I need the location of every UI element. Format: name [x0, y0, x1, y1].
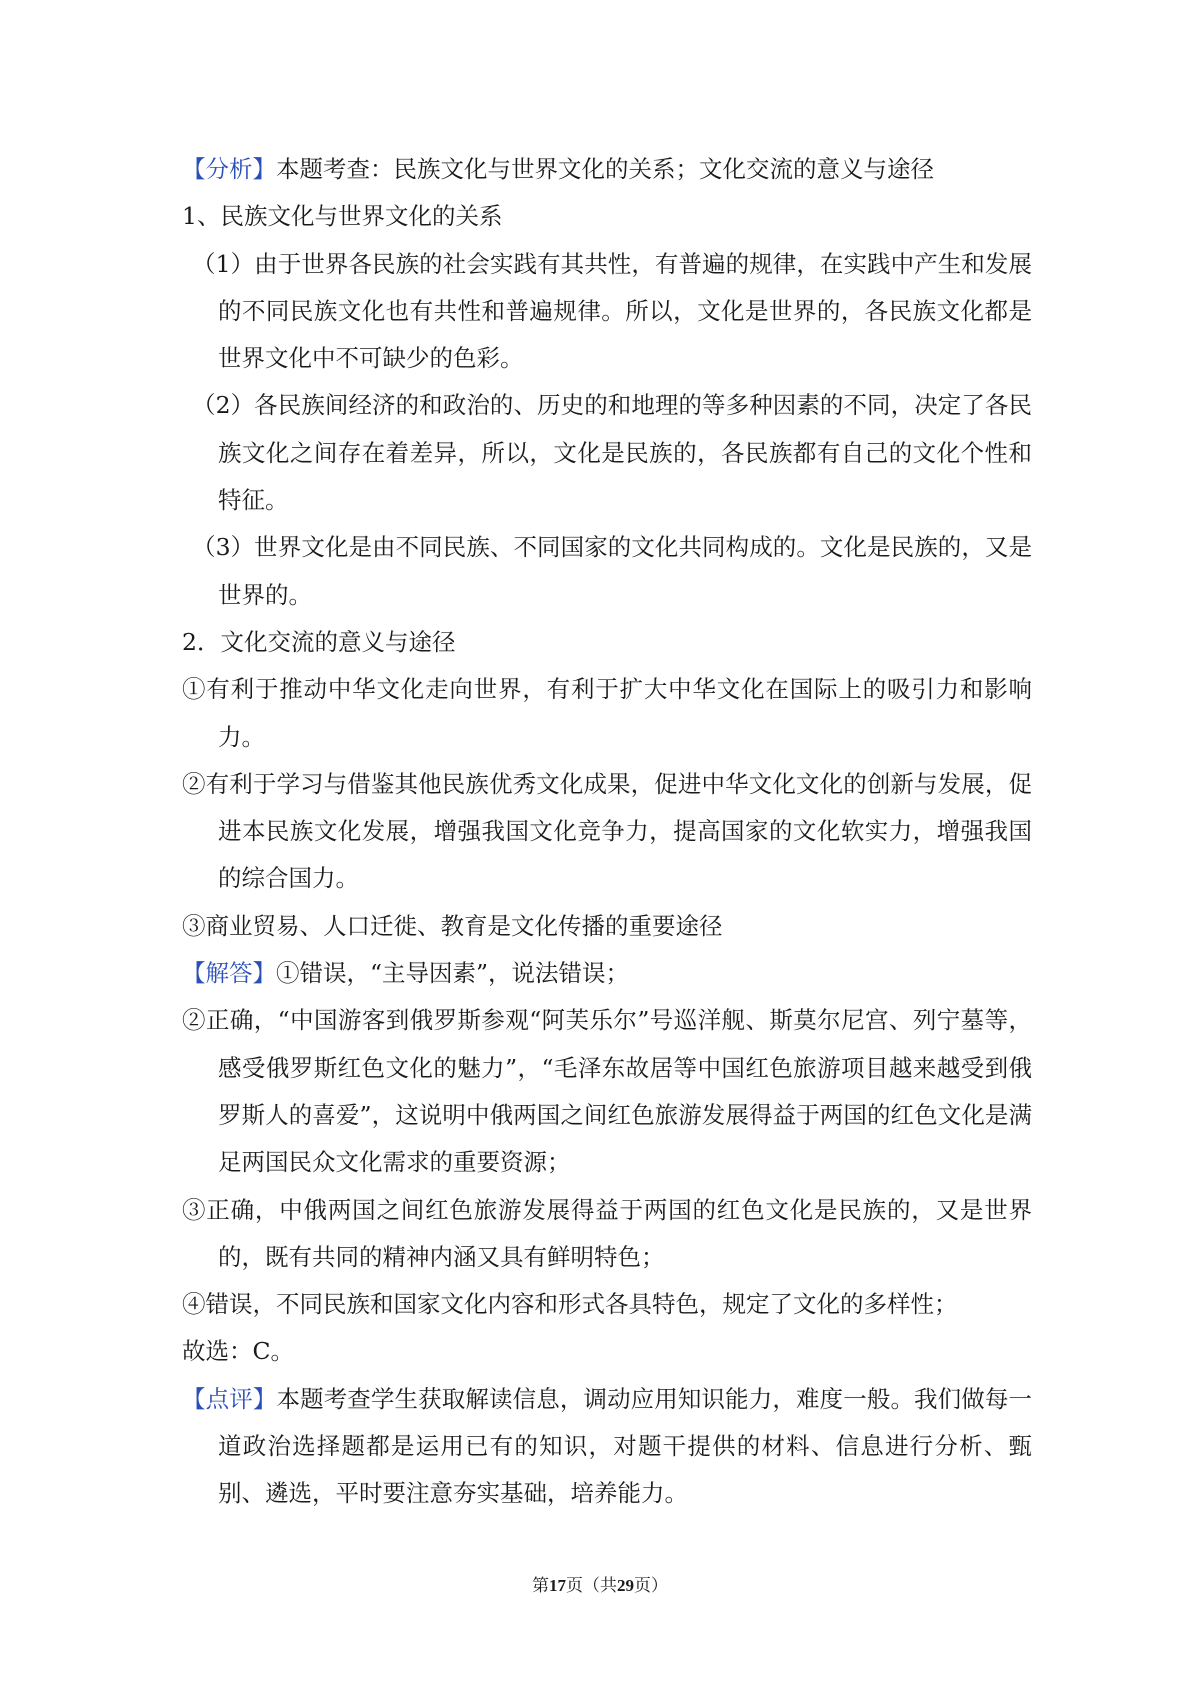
answer-first: ①错误，“主导因素”，说法错误；: [276, 959, 630, 988]
comment-tag: 【点评】: [182, 1384, 277, 1413]
answer-choice: 故选：C。: [182, 1337, 294, 1366]
section2-item-2: ②有利于学习与借鉴其他民族优秀文化成果，促进中华文化文化的创新与发展，促进本民族文化发展，增强我国文化竞争力，提高国家的文化软实力，增强我国的综合国力。: [182, 769, 1032, 893]
answer-tag: 【解答】: [182, 959, 276, 988]
analysis-tag: 【分析】: [182, 155, 276, 183]
section1-title: 1、民族文化与世界文化的关系: [182, 202, 503, 231]
page-footer: [0, 1574, 1200, 1598]
page-content: [182, 146, 1032, 1518]
answer-item-3: ③正确，中俄两国之间红色旅游发展得益于两国的红色文化是民族的，又是世界的，既有共同的精神内涵又具有鲜明特色；: [182, 1195, 1032, 1271]
footer-total-pages: 29: [617, 1576, 634, 1595]
footer-suffix: 页）: [634, 1576, 668, 1596]
analysis-paragraph: [182, 146, 1032, 193]
answer-paragraph: [182, 950, 1032, 997]
footer-page-number: 17: [549, 1576, 566, 1595]
answer-item-4: ④错误，不同民族和国家文化内容和形式各具特色，规定了文化的多样性；: [182, 1290, 958, 1319]
section2-title: 2．文化交流的意义与途径: [182, 627, 456, 656]
comment-text: 本题考查学生获取解读信息，调动应用知识能力，难度一般。我们做每一道政治选择题都是运用已有的知识，对题干提供的材料、信息进行分析、甄别、遴选，平时要注意夯实基础，培养能力。: [218, 1384, 1033, 1508]
footer-middle: 页（共: [566, 1576, 617, 1596]
comment-paragraph: [182, 1376, 1032, 1518]
section2-item-1: ①有利于推动中华文化走向世界，有利于扩大中华文化在国际上的吸引力和影响力。: [182, 675, 1032, 751]
section1-item-2: （2）各民族间经济的和政治的、历史的和地理的等多种因素的不同，决定了各民族文化之间存在着差异，所以，文化是民族的，各民族都有自己的文化个性和特征。: [192, 391, 1032, 515]
section2-item-3: ③商业贸易、人口迁徙、教育是文化传播的重要途径: [182, 911, 723, 940]
section1-item-1: （1）由于世界各民族的社会实践有其共性，有普遍的规律，在实践中产生和发展的不同民族文化也有共性和普遍规律。所以，文化是世界的，各民族文化都是世界文化中不可缺少的色彩。: [192, 249, 1032, 373]
footer-prefix: 第: [532, 1576, 549, 1596]
answer-item-2: ②正确，“中国游客到俄罗斯参观“阿芙乐尔”号巡洋舰、斯莫尔尼宫、列宁墓等，感受俄罗斯红色文化的魅力”，“毛泽东故居等中国红色旅游项目越来越受到俄罗斯人的喜爱”，这说明中俄两国之间红色旅游发展得益于两国的红色文化是满足两国民众文化需求的重要资源；: [182, 1006, 1032, 1177]
analysis-text: 本题考查：民族文化与世界文化的关系；文化交流的意义与途径: [276, 155, 934, 183]
section1-item-3: （3）世界文化是由不同民族、不同国家的文化共同构成的。文化是民族的，又是世界的。: [192, 533, 1032, 609]
